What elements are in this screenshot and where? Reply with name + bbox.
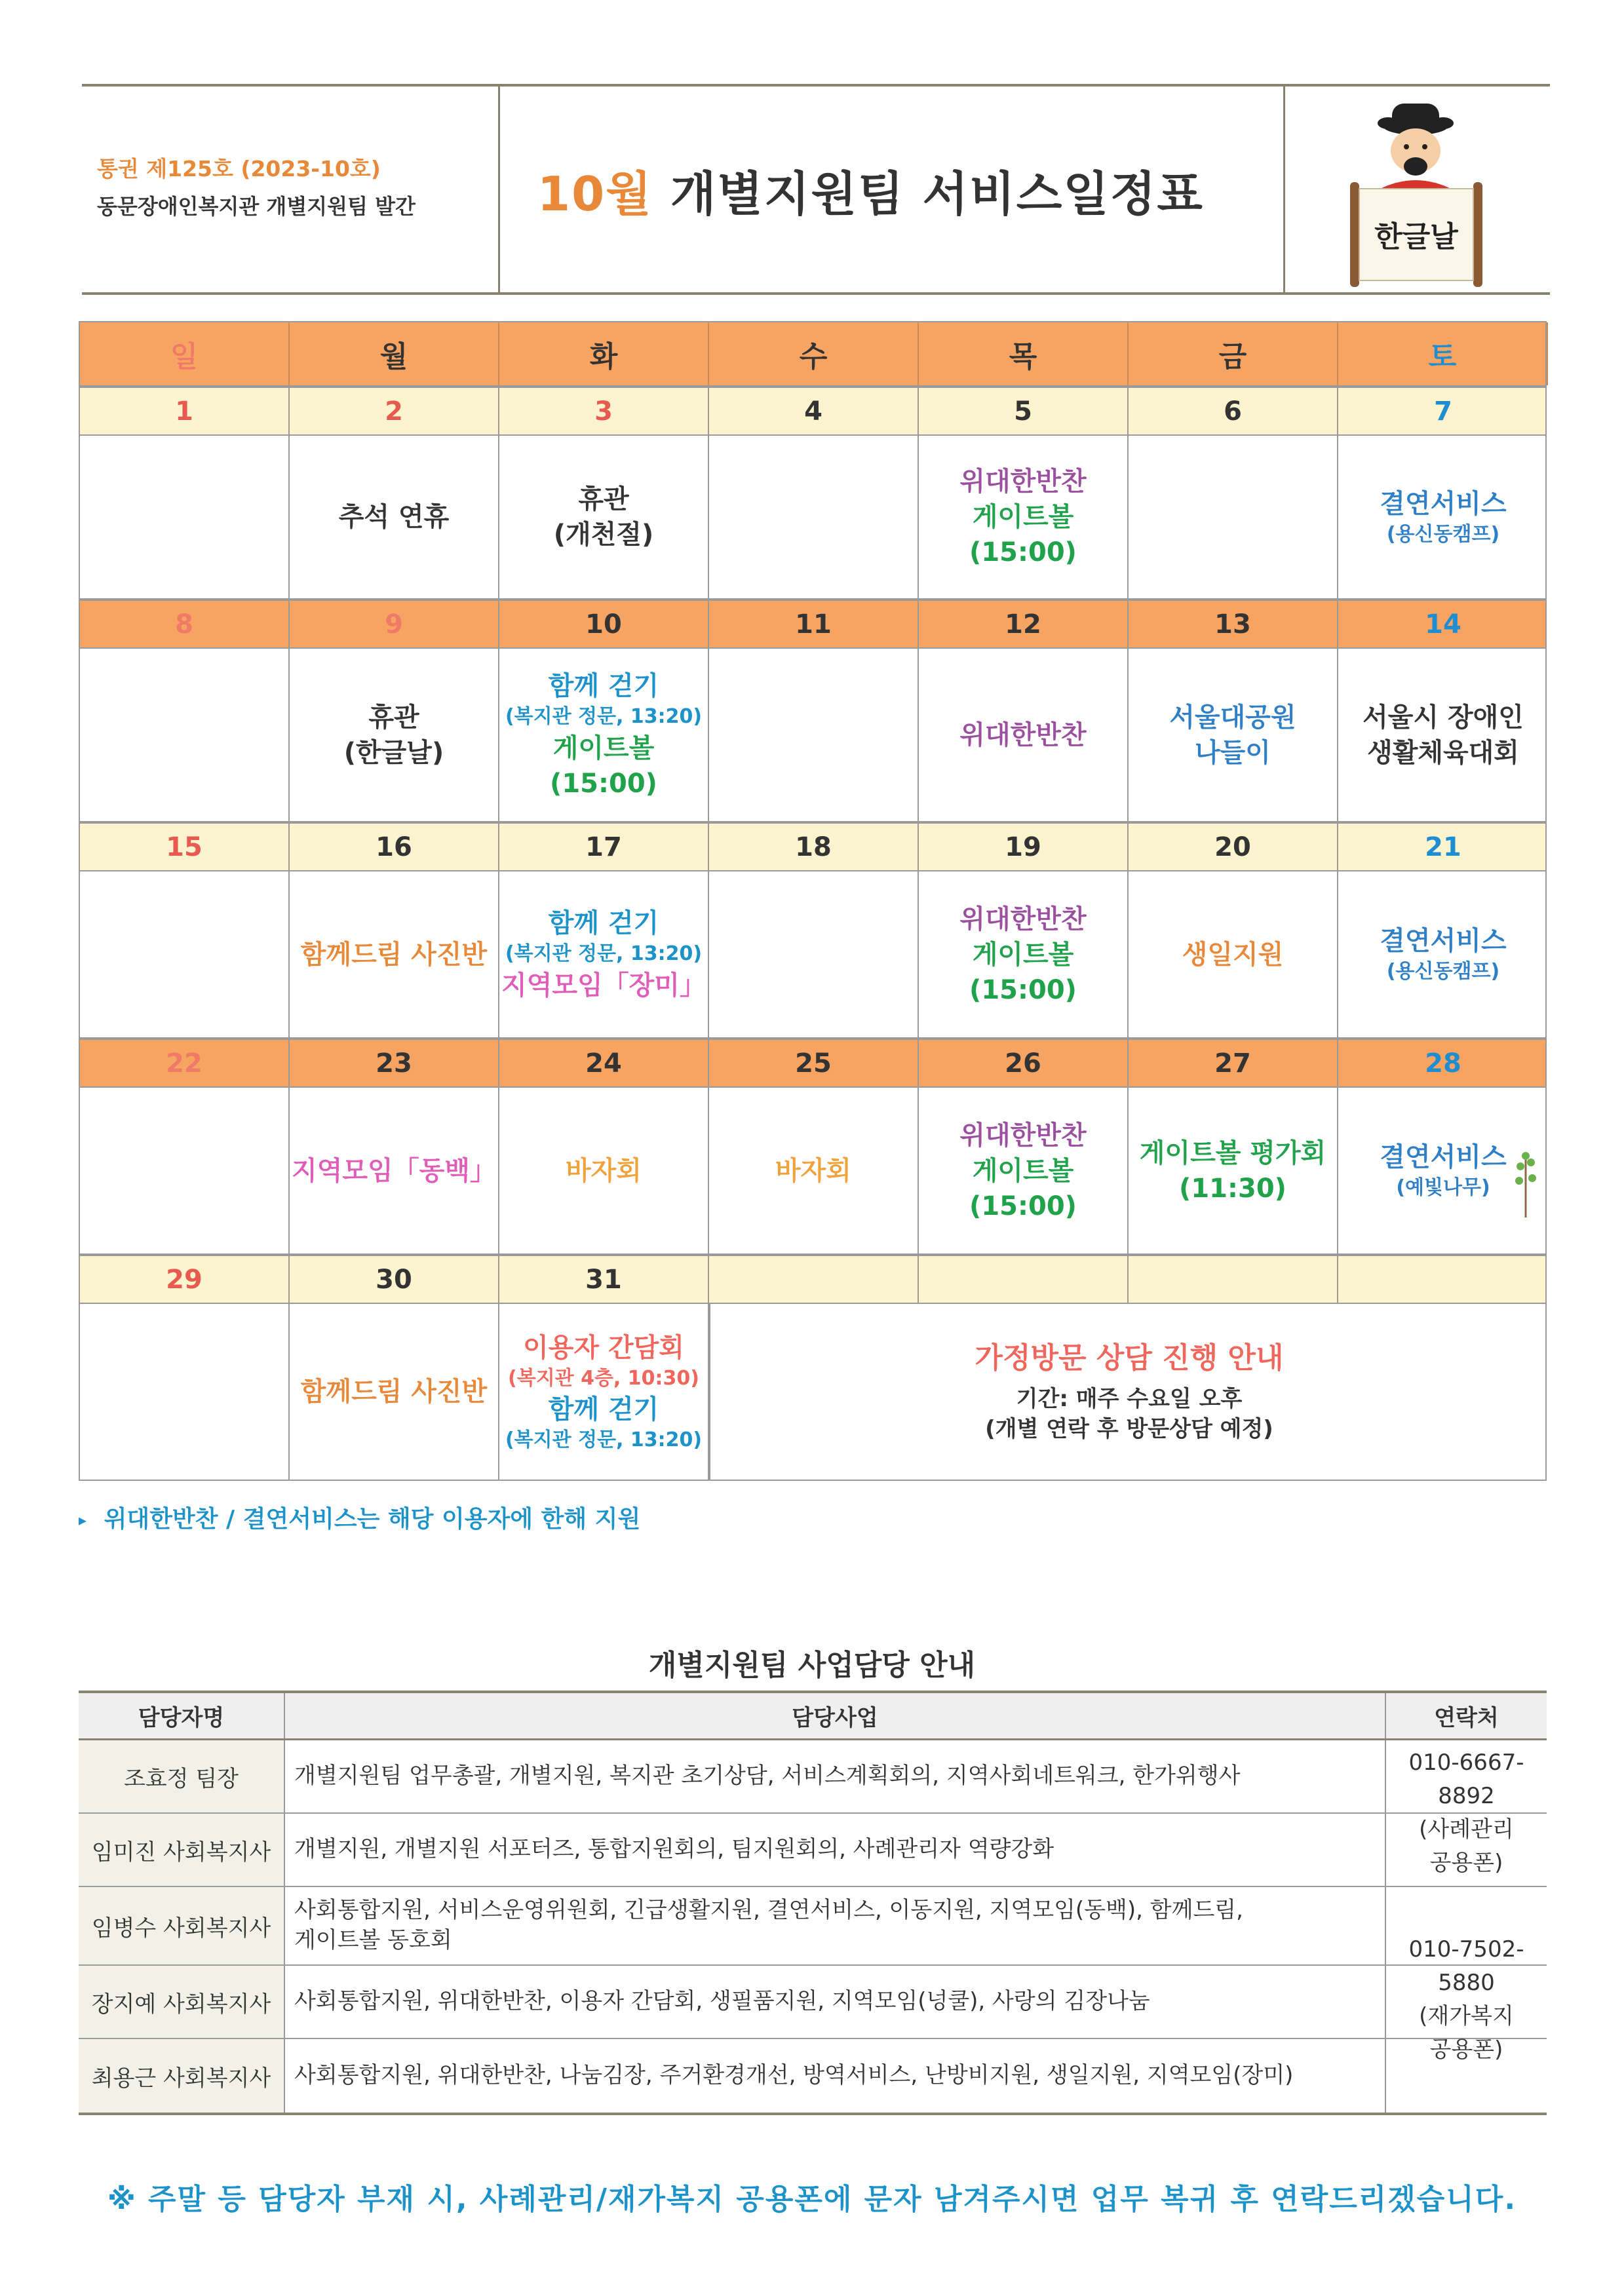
date-number: 10 — [499, 601, 709, 647]
date-number: 24 — [499, 1040, 709, 1086]
staff-row — [79, 1814, 1547, 1887]
event-text: 함께드림 사진반 — [300, 1377, 488, 1407]
date-number: 18 — [709, 824, 919, 870]
header-divider-right — [1283, 86, 1285, 292]
event-text: 이용자 간담회 — [523, 1332, 684, 1363]
date-number: 8 — [80, 601, 290, 647]
event-text: 휴관 — [368, 702, 419, 733]
weekday-label: 화 — [499, 322, 709, 385]
staff-header-cell: 연락처 — [1386, 1693, 1547, 1738]
day-cell — [1338, 1088, 1548, 1253]
header-top-rule — [82, 84, 1550, 86]
staff-duty-line: 사회통합지원, 위대한반찬, 나눔김장, 주거환경개선, 방역서비스, 난방비지원, 생일지원, 지역모임(장미) — [294, 2062, 1294, 2089]
staff-table — [79, 1691, 1547, 2115]
date-number: 15 — [80, 824, 290, 870]
day-cell — [80, 871, 290, 1037]
contact-label: 공용폰) — [1429, 2037, 1503, 2063]
date-number: 25 — [709, 1040, 919, 1086]
event-text: 게이트볼(15:00) — [550, 733, 657, 799]
home-visit-notice — [709, 1304, 1548, 1480]
event-text: (복지관 정문, 13:20) — [505, 1428, 703, 1451]
day-cell — [1129, 871, 1338, 1037]
date-number — [1129, 1256, 1338, 1303]
date-number: 11 — [709, 601, 919, 647]
staff-duty-line: 개별지원팀 업무총괄, 개별지원, 복지관 초기상담, 서비스계획회의, 지역사회네트워크, 한가위행사 — [294, 1763, 1241, 1789]
event-text: 위대한반찬 — [959, 1120, 1087, 1151]
week-events-row — [79, 649, 1547, 822]
event-text: 추석 연휴 — [338, 502, 450, 532]
date-number: 20 — [1129, 824, 1338, 870]
date-number: 27 — [1129, 1040, 1338, 1086]
staff-row — [79, 1887, 1547, 1966]
date-number: 14 — [1425, 609, 1461, 640]
event-text: 함께드림 사진반 — [300, 939, 488, 970]
issue-number: 통권 제125호 (2023-10호) — [97, 156, 381, 182]
event-text: (복지관 정문, 13:20) — [505, 942, 703, 966]
date-number: 28 — [1425, 1048, 1461, 1079]
day-cell — [80, 1088, 290, 1253]
day-cell — [1338, 436, 1548, 598]
day-cell — [709, 871, 919, 1037]
contact-phone: 010-6667-8892 — [1408, 1750, 1524, 1809]
contact-label: 공용폰) — [1429, 1850, 1503, 1876]
staff-duty-line: 사회통합지원, 서비스운영위원회, 긴급생활지원, 결연서비스, 이동지원, 지역모임(동백), 함께드림, — [294, 1897, 1243, 1924]
event-text: 바자회 — [775, 1155, 851, 1186]
day-cell — [80, 649, 290, 821]
home-visit-title: 가정방문 상담 진행 안내 — [975, 1341, 1284, 1375]
date-number — [919, 1256, 1129, 1303]
event-text: (용신동캠프) — [1386, 522, 1500, 546]
day-cell — [499, 1088, 709, 1253]
event-text: 지역모임「동백」 — [292, 1155, 496, 1186]
date-number: 21 — [1425, 832, 1461, 862]
date-number — [1338, 1256, 1548, 1303]
day-cell — [499, 649, 709, 821]
event-text: (11:30) — [1179, 1173, 1286, 1204]
date-number: 4 — [709, 388, 919, 434]
staff-duty-line: 개별지원, 개별지원 서포터즈, 통합지원회의, 팀지원회의, 사례관리자 역량강화 — [294, 1836, 1054, 1863]
weekday-label: 목 — [919, 322, 1129, 385]
day-cell — [1338, 871, 1548, 1037]
event-text: 결연서비스 — [1380, 1142, 1507, 1173]
day-cell — [919, 649, 1129, 821]
footer-notice: ※ 주말 등 담당자 부재 시, 사례관리/재가복지 공용폰에 문자 남겨주시면 업무 복귀 후 연락드리겠습니다. — [107, 2183, 1517, 2216]
event-text: 휴관 — [578, 484, 629, 514]
weekday-header — [79, 321, 1547, 387]
event-text: 게이트볼 평가회 — [1139, 1138, 1326, 1168]
contact-label: (재가복지 — [1419, 2003, 1514, 2029]
date-number: 30 — [290, 1256, 499, 1303]
staff-duty-line: 게이트볼 동호회 — [294, 1927, 452, 1953]
title-text: 개별지원팀 서비스일정표 — [670, 166, 1204, 221]
staff-section-title: 개별지원팀 사업담당 안내 — [648, 1649, 976, 1682]
staff-header-cell: 담당사업 — [285, 1693, 1386, 1738]
event-text: 바자회 — [566, 1155, 642, 1186]
day-cell — [1338, 649, 1548, 821]
date-number: 22 — [80, 1040, 290, 1086]
staff-duties — [285, 1740, 1386, 1812]
event-text: 함께 걷기 — [548, 908, 659, 939]
date-number: 3 — [499, 388, 709, 434]
date-row — [79, 600, 1547, 649]
event-text: 위대한반찬 — [959, 467, 1087, 497]
tree-icon — [1513, 1147, 1539, 1221]
event-text: 위대한반찬 — [959, 904, 1087, 934]
day-cell — [709, 436, 919, 598]
date-number: 2 — [290, 388, 499, 434]
date-number: 1 — [80, 388, 290, 434]
staff-name: 임병수 사회복지사 — [79, 1887, 285, 1964]
king-mascot-illustration — [1324, 92, 1507, 288]
event-text: 게이트볼(15:00) — [969, 502, 1077, 567]
staff-row — [79, 1966, 1547, 2039]
event-text: (예빛나무) — [1396, 1176, 1490, 1200]
staff-duty-line: 사회통합지원, 위대한반찬, 이용자 간담회, 생필품지원, 지역모임(넝쿨), 사랑의 김장나눔 — [294, 1988, 1150, 2015]
staff-duties — [285, 2039, 1386, 2113]
date-number: 23 — [290, 1040, 499, 1086]
staff-duties — [285, 1966, 1386, 2038]
date-row — [79, 1039, 1547, 1088]
date-number: 7 — [1434, 396, 1452, 427]
note-text: 위대한반찬 / 결연서비스는 해당 이용자에 한해 지원 — [104, 1506, 641, 1533]
note-arrow-icon: ▸ — [79, 1511, 87, 1529]
date-number: 29 — [80, 1256, 290, 1303]
calendar-note — [79, 1501, 640, 1534]
day-cell — [80, 436, 290, 598]
date-number: 13 — [1129, 601, 1338, 647]
calendar — [79, 321, 1547, 1481]
day-cell — [80, 1304, 290, 1480]
date-number: 31 — [499, 1256, 709, 1303]
staff-name: 임미진 사회복지사 — [79, 1814, 285, 1886]
day-cell — [290, 1088, 499, 1253]
staff-duties — [285, 1814, 1386, 1886]
week-events-row — [79, 1088, 1547, 1255]
contact-label: (사례관리 — [1419, 1816, 1514, 1843]
event-text: 지역모임「장미」 — [501, 970, 706, 1001]
week-events-row — [79, 1304, 1547, 1481]
day-cell — [919, 1088, 1129, 1253]
day-cell — [1129, 436, 1338, 598]
publisher: 동문장애인복지관 개별지원팀 발간 — [97, 194, 416, 219]
event-text: 서울대공원 — [1169, 702, 1296, 733]
date-row — [79, 1255, 1547, 1304]
event-text: 위대한반찬 — [959, 719, 1087, 750]
staff-row — [79, 1740, 1547, 1814]
weekday-label: 일 — [80, 322, 290, 385]
header-bottom-rule — [82, 292, 1550, 295]
date-number: 6 — [1129, 388, 1338, 434]
staff-table-header — [79, 1693, 1547, 1740]
staff-row — [79, 2039, 1547, 2113]
header-divider-left — [498, 86, 500, 292]
day-cell — [709, 649, 919, 821]
day-cell — [290, 436, 499, 598]
title-month: 10월 — [537, 166, 653, 221]
date-number: 17 — [499, 824, 709, 870]
day-cell — [499, 436, 709, 598]
weekday-label: 월 — [290, 322, 499, 385]
event-text: 나들이 — [1195, 737, 1271, 768]
week-events-row — [79, 436, 1547, 600]
event-text: (한글날) — [343, 737, 444, 768]
staff-duties — [285, 1887, 1386, 1964]
date-number: 5 — [919, 388, 1129, 434]
day-cell — [919, 436, 1129, 598]
date-row — [79, 387, 1547, 436]
page-title — [537, 156, 1204, 224]
staff-name: 조효정 팀장 — [79, 1740, 285, 1812]
event-text: (개천절) — [553, 520, 654, 550]
date-row — [79, 822, 1547, 871]
event-text: 생활체육대회 — [1367, 737, 1519, 768]
date-number: 12 — [919, 601, 1129, 647]
event-text: 게이트볼(15:00) — [969, 939, 1077, 1005]
weekday-label: 금 — [1129, 322, 1338, 385]
event-text: 게이트볼(15:00) — [969, 1155, 1077, 1221]
staff-header-cell: 담당자명 — [79, 1693, 285, 1738]
event-text: 함께 걷기 — [548, 671, 659, 702]
home-visit-detail: (개별 연락 후 방문상담 예정) — [985, 1415, 1273, 1442]
day-cell — [499, 871, 709, 1037]
day-cell — [1129, 649, 1338, 821]
date-number: 26 — [919, 1040, 1129, 1086]
event-text: 결연서비스 — [1380, 926, 1507, 957]
day-cell — [290, 649, 499, 821]
day-cell — [499, 1304, 709, 1480]
event-text: (복지관 4층, 10:30) — [508, 1366, 699, 1390]
staff-name: 최용근 사회복지사 — [79, 2039, 285, 2113]
event-text: (복지관 정문, 13:20) — [505, 705, 703, 729]
contact-cell — [1386, 1740, 1547, 1887]
weekday-label: 수 — [709, 322, 919, 385]
scroll-badge-text: 한글날 — [1374, 220, 1458, 254]
event-text: 생일지원 — [1182, 939, 1284, 970]
day-cell — [290, 871, 499, 1037]
staff-name: 장지예 사회복지사 — [79, 1966, 285, 2038]
date-number — [709, 1256, 919, 1303]
event-text: 서울시 장애인 — [1363, 702, 1524, 733]
day-cell — [1129, 1088, 1338, 1253]
date-number: 16 — [290, 824, 499, 870]
home-visit-period: 기간: 매주 수요일 오후 — [1016, 1385, 1243, 1412]
date-number: 9 — [290, 601, 499, 647]
contact-phone: 010-7502-5880 — [1408, 1936, 1524, 1996]
day-cell — [290, 1304, 499, 1480]
weekday-label: 토 — [1338, 322, 1548, 385]
event-text: 결연서비스 — [1380, 488, 1507, 519]
contact-cell — [1386, 1887, 1547, 2113]
event-text: (용신동캠프) — [1386, 960, 1500, 984]
week-events-row — [79, 871, 1547, 1039]
day-cell — [919, 871, 1129, 1037]
date-number: 19 — [919, 824, 1129, 870]
day-cell — [709, 1088, 919, 1253]
event-text: 함께 걷기 — [548, 1394, 659, 1425]
